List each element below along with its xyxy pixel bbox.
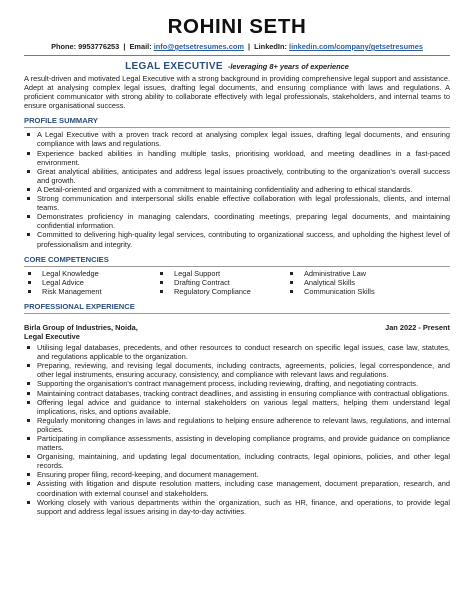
company-name: Birla Group of Industries, Noida, xyxy=(24,322,138,332)
contact-separator: | xyxy=(123,42,126,51)
competency-item: Risk Management xyxy=(24,287,156,296)
competencies-grid xyxy=(24,269,450,296)
list-item: Committed to delivering high-quality legal services, contributing to organizational success, and upholding the highest level of professionalism and integrity. xyxy=(24,230,450,248)
list-item: Working closely with various departments within the organization, such as HR, finance, and operations, to provide legal support and address legal issues arising in day-to-day activities. xyxy=(24,498,450,516)
headline xyxy=(24,61,450,72)
competency-item: Drafting Contract xyxy=(156,278,286,287)
list-item: Supporting the organisation's contract management process, including reviewing, drafting, and negotiating contracts. xyxy=(24,379,450,388)
job-title: LEGAL EXECUTIVE xyxy=(125,61,223,72)
job-header xyxy=(24,323,450,332)
list-item: Demonstrates proficiency in managing calendars, coordinating meetings, preparing legal documents, and maintaining confidential information. xyxy=(24,212,450,230)
list-item: Regularly monitoring changes in laws and regulations to helping ensure adherence to relevant laws, regulations, and internal policies. xyxy=(24,416,450,434)
linkedin-label: LinkedIn: xyxy=(254,42,287,51)
list-item: Preparing, reviewing, and revising legal documents, including contracts, agreements, policies, legal correspondence, and other legal instruments, ensuring accuracy, consistency, and compliance with relevant laws and regulations. xyxy=(24,361,450,379)
list-item: Participating in compliance assessments, assisting in developing compliance programs, and provide guidance on compliance matters. xyxy=(24,434,450,452)
header-divider xyxy=(24,55,450,56)
core-competencies-heading: CORE COMPETENCIES xyxy=(24,254,109,264)
competency-item: Regulatory Compliance xyxy=(156,287,286,296)
competency-item: Legal Advice xyxy=(24,278,156,287)
job-role: Legal Executive xyxy=(24,331,80,341)
competency-item: Administrative Law xyxy=(286,269,436,278)
section-divider xyxy=(24,127,450,128)
list-item: A Legal Executive with a proven track record at analysing complex legal issues, drafting legal documents, and ensuring compliance with laws and regulations. xyxy=(24,130,450,148)
list-item: Assisting with litigation and dispute resolution matters, including case management, document preparation, research, and coordination with external counsel and stakeholders. xyxy=(24,479,450,497)
list-item: Utilising legal databases, precedents, and other resources to conduct research on specific legal issues, case law, statutes, and regulations applicable to the organization. xyxy=(24,343,450,361)
linkedin-link[interactable]: linkedin.com/company/getsetresumes xyxy=(289,42,423,51)
competencies-column-3 xyxy=(286,269,436,296)
phone-value: 9953776253 xyxy=(78,42,120,51)
experience-tagline: -leveraging 8+ years of experience xyxy=(227,62,349,71)
profile-summary-list xyxy=(24,130,450,248)
list-item: Maintaining contract databases, tracking contract deadlines, and assisting in ensuring compliance with contractual obligations. xyxy=(24,389,450,398)
profile-summary-heading: PROFILE SUMMARY xyxy=(24,116,98,126)
list-item: Organising, maintaining, and updating legal documentation, including contracts, legal opinions, policies, and other legal records. xyxy=(24,452,450,470)
competency-item: Communication Skills xyxy=(286,287,436,296)
summary-paragraph: A result-driven and motivated Legal Executive with a strong background in providing comprehensive legal support and assistance. Adept at analysing complex legal issues, drafting legal documents, and ensuring compliance with laws and regulations. A proficient communicator with strong ability to collaborate effectively with legal professionals, stakeholders, and internal teams to ensure organisational success. xyxy=(24,74,450,111)
experience-heading: PROFESSIONAL EXPERIENCE xyxy=(24,301,135,311)
list-item: Great analytical abilities, anticipates and address legal issues proactively, contributing to the organization's overall success and growth. xyxy=(24,167,450,185)
list-item: Strong communication and interpersonal skills enable effective collaboration with legal professionals, clients, and internal teams. xyxy=(24,194,450,212)
section-divider xyxy=(24,313,450,314)
phone-label: Phone: xyxy=(51,42,77,51)
experience-list xyxy=(24,343,450,516)
list-item: Experience backed abilities in handling multiple tasks, prioritising workload, and meeting deadlines in a fast-paced environment. xyxy=(24,149,450,167)
competencies-column-1 xyxy=(24,269,156,296)
list-item: A Detail-oriented and organized with a commitment to maintaining confidentiality and adhering to ethical standards. xyxy=(24,185,450,194)
list-item: Ensuring proper filing, record-keeping, and document management. xyxy=(24,470,450,479)
list-item: Offering legal advice and guidance to internal stakeholders on various legal matters, helping them understand legal implications, risks, and options available. xyxy=(24,398,450,416)
email-label: Email: xyxy=(129,42,152,51)
competency-item: Legal Support xyxy=(156,269,286,278)
contact-line xyxy=(24,42,450,51)
email-link[interactable]: info@getsetresumes.com xyxy=(153,42,244,51)
section-divider xyxy=(24,266,450,267)
competency-item: Legal Knowledge xyxy=(24,269,156,278)
competency-item: Analytical Skills xyxy=(286,278,436,287)
contact-separator: | xyxy=(247,42,251,51)
job-dates: Jan 2022 - Present xyxy=(385,322,450,332)
candidate-name: ROHINI SETH xyxy=(167,15,307,38)
competencies-column-2 xyxy=(156,269,286,296)
